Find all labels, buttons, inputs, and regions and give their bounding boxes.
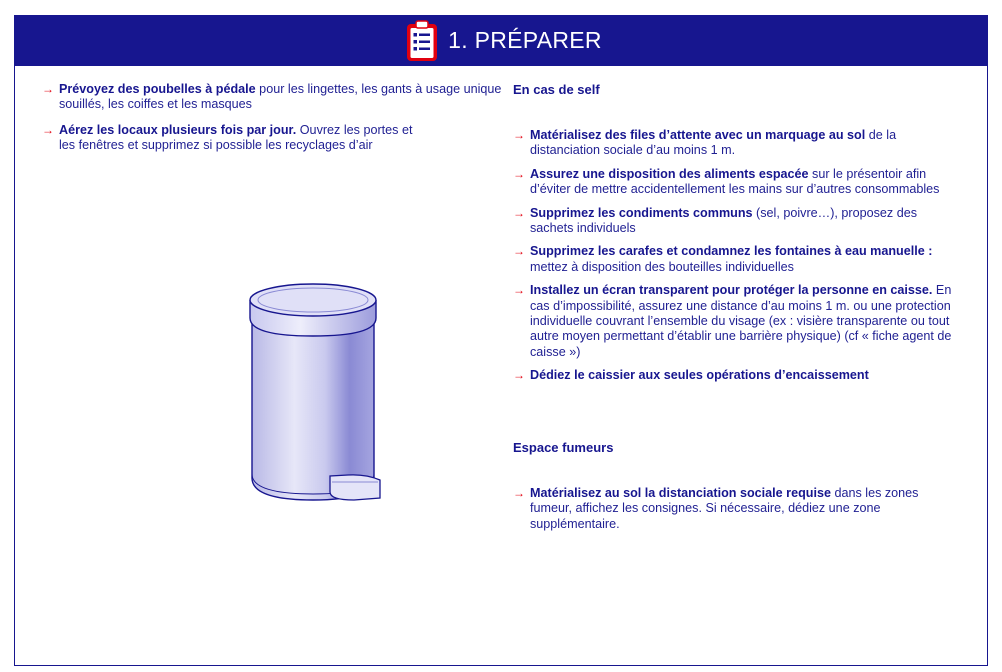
item-text: dans les zones fumeur, affichez les consignes. Si nécessaire, dédiez une zone supplémentaire. (530, 485, 919, 531)
list-item (513, 167, 960, 198)
item-bold-text: Assurez une disposition des aliments espacée (530, 166, 809, 181)
list-item (513, 283, 970, 360)
item-text: (sel, poivre…), proposez des sachets individuels (530, 205, 918, 236)
list-item (513, 128, 950, 159)
arrow-right-icon: → (513, 485, 525, 500)
list-item (42, 123, 429, 154)
list-item (513, 368, 970, 383)
item-text: de la distanciation sociale d’au moins 1 m. (530, 128, 897, 158)
item-text: Ouvrez les portes et les fenêtres et supprimez si possible les recyclages d’air (59, 122, 413, 153)
arrow-right-icon: → (513, 368, 525, 383)
section-title-self: En cas de self (513, 82, 600, 97)
item-text: mettez à disposition des bouteilles individuelles (530, 259, 794, 274)
item-bold-text: Dédiez le caissier aux seules opérations d’encaissement (530, 368, 869, 383)
arrow-right-icon: → (513, 244, 525, 259)
section-header (14, 15, 988, 66)
pedal-trash-bin-illustration (238, 278, 388, 513)
clipboard-checklist-icon (406, 20, 438, 62)
arrow-right-icon: → (513, 205, 525, 220)
item-text: sur le présentoir afin d’éviter de mettre accidentellement les mains sur d’autres consommables (530, 166, 940, 197)
item-text: En cas d’impossibilité, assurez une distance d’au moins 1 m. ou une protection individuelle couvrant l’ensemble du visage (ex : visière transparente ou tout autre moyen permettant d’établir une barrière physique) (cf « fiche agent de caisse ») (530, 283, 952, 359)
left-column (42, 82, 502, 154)
item-bold-text: Aérez les locaux plusieurs fois par jour. (59, 122, 297, 137)
item-bold-text: Matérialisez au sol la distanciation sociale requise (530, 485, 831, 500)
item-bold-text: Installez un écran transparent pour protéger la personne en caisse. (530, 283, 933, 298)
right-column (513, 82, 953, 532)
arrow-right-icon: → (42, 82, 54, 96)
item-bold-text: Supprimez les carafes et condamnez les fontaines à eau manuelle : (530, 244, 933, 259)
item-bold-text: Matérialisez des files d’attente avec un marquage au sol (530, 128, 866, 142)
item-bold-text: Prévoyez des poubelles à pédale (59, 82, 256, 96)
section-title-smokers: Espace fumeurs (513, 439, 614, 455)
list-item (513, 486, 950, 532)
arrow-right-icon: → (42, 122, 54, 137)
page-title: 1. PRÉPARER (448, 27, 602, 53)
arrow-right-icon: → (513, 128, 525, 142)
arrow-right-icon: → (513, 166, 525, 181)
item-text: pour les lingettes, les gants à usage unique souillés, les coiffes et les masques (59, 82, 502, 112)
list-item (513, 206, 960, 237)
item-bold-text: Supprimez les condiments communs (530, 205, 753, 220)
arrow-right-icon: → (513, 283, 525, 298)
list-item (513, 244, 970, 275)
list-item (42, 82, 509, 113)
